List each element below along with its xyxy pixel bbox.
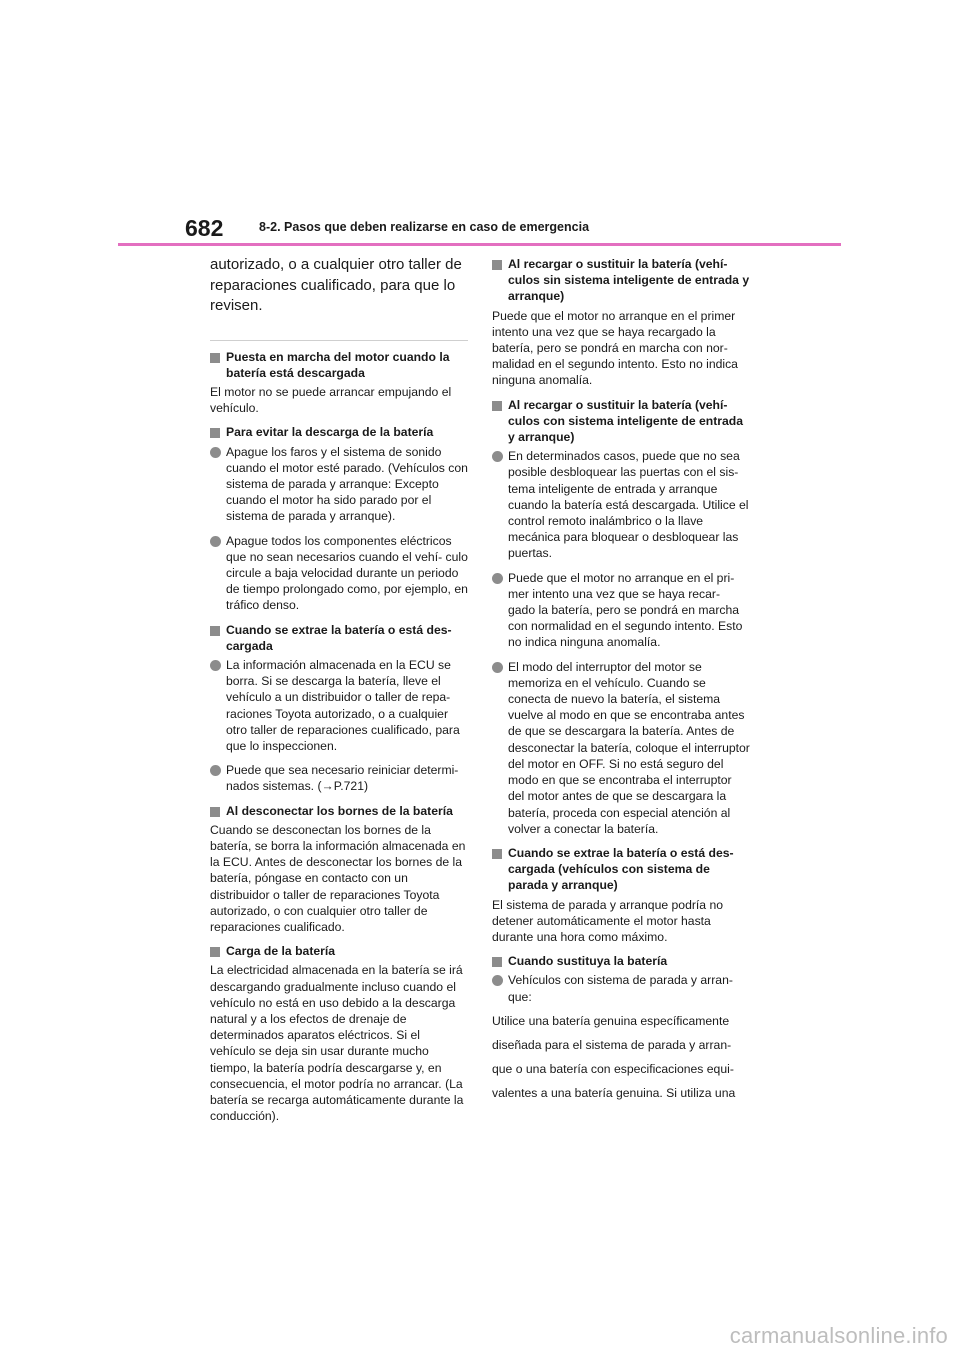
square-bullet-icon	[492, 260, 502, 270]
heading-disconnect-terminals: Al desconectar los bornes de la batería	[210, 803, 468, 819]
header-rule	[118, 243, 841, 246]
circle-bullet-icon	[492, 451, 503, 462]
right-column	[492, 256, 750, 1105]
bullet-item: Puede que el motor no arranque en el pri- mer intento una vez que se haya recar- gado la batería, pero se pondrá en marcha con normalidad en el segundo intento. Esto no indica ninguna anomalía.	[492, 570, 750, 651]
bullet-item: Apague los faros y el sistema de sonido cuando el motor esté parado. (Vehículos con sistema de parada y arranque: Excepto cuando el motor ha sido parado por el sistema de parada y arranque).	[210, 444, 468, 525]
circle-bullet-icon	[210, 765, 221, 776]
section-title: 8-2. Pasos que deben realizarse en caso de emergencia	[259, 220, 590, 234]
circle-bullet-icon	[492, 573, 503, 584]
square-bullet-icon	[210, 353, 220, 363]
heading-recharge-no-smart: Al recargar o sustituir la batería (vehí- culos sin sistema inteligente de entrada y arranque)	[492, 256, 750, 305]
square-bullet-icon	[492, 401, 502, 411]
watermark: carmanualsonline.info	[729, 1323, 948, 1348]
paragraph: Cuando se desconectan los bornes de la batería, se borra la información almacenada en la ECU. Antes de desconectar los bornes de la batería, póngase en contacto con un distribuidor o taller de reparaciones Toyota autorizado, o con cualquier otro taller de reparaciones cualificado.	[210, 822, 466, 934]
square-bullet-icon	[210, 807, 220, 817]
heading-battery-removed: Cuando se extrae la batería o está des- cargada	[210, 622, 468, 654]
paragraph: La electricidad almacenada en la batería se irá descargando gradualmente incluso cuando el vehículo no está en uso debido a la descarga natural y a los efectos de drenaje de determinados aparatos eléctricos. Si el vehículo se deja sin usar durante mucho tiempo, la batería podría descargarse y, en consecuencia, el motor podría no arrancar. (La batería se recarga automáticamente durante la conducción).	[210, 963, 464, 1124]
paragraph: Utilice una batería genuina específicamente diseñada para el sistema de parada y arran- que o una batería con especificaciones equi- valentes a una batería genuina. Si utiliza una	[492, 1013, 736, 1100]
circle-bullet-icon	[492, 662, 503, 673]
square-bullet-icon	[492, 849, 502, 859]
heading-jump-start: Puesta en marcha del motor cuando la batería está descargada	[210, 349, 468, 381]
circle-bullet-icon	[492, 975, 503, 986]
circle-bullet-icon	[210, 447, 221, 458]
bullet-item: Vehículos con sistema de parada y arran- que:	[492, 972, 750, 1004]
intro-text: autorizado, o a cualquier otro taller de reparaciones cualificado, para que lo revisen.	[210, 256, 462, 314]
square-bullet-icon	[210, 428, 220, 438]
paragraph: Puede que el motor no arranque en el primer intento una vez que se haya recargado la batería, pero se pondrá en marcha con nor- malidad en el segundo intento. Esto no indica ninguna anomalía.	[492, 308, 738, 388]
square-bullet-icon	[210, 626, 220, 636]
square-bullet-icon	[492, 957, 502, 967]
square-bullet-icon	[210, 947, 220, 957]
bullet-item: El modo del interruptor del motor se memoriza en el vehículo. Cuando se conecta de nuevo la batería, el sistema vuelve al modo en que se encontraba antes de que se descargara la batería. Antes de desconectar la batería, coloque el interruptor del motor en OFF. Si no está seguro del modo en que se encontraba el interruptor del motor antes de que se descargara la batería, proceda con especial atención al volver a conectar la batería.	[492, 659, 750, 837]
paragraph: El sistema de parada y arranque podría no detener automáticamente el motor hasta durante una hora como máximo.	[492, 897, 724, 944]
bullet-item: Puede que sea necesario reiniciar determi- nados sistemas. (→P.721)	[210, 762, 468, 794]
bullet-item: En determinados casos, puede que no sea posible desbloquear las puertas con el sis- tema inteligente de entrada y arranque cuando la batería está descargada. Utilice el control remoto inalámbrico o la llave mecánica para bloquear o desbloquear las puertas.	[492, 448, 750, 561]
heading-stop-start-discharge: Cuando se extrae la batería o está des- cargada (vehículos con sistema de parada y arranque)	[492, 845, 750, 894]
heading-battery-charge: Carga de la batería	[210, 943, 468, 959]
heading-recharge-smart: Al recargar o sustituir la batería (vehí- culos con sistema inteligente de entrada y arranque)	[492, 397, 750, 446]
bullet-item: La información almacenada en la ECU se borra. Si se descarga la batería, lleve el vehículo a un distribuidor o taller de repa- raciones Toyota autorizado, o a cualquier otro taller de reparaciones cualificado, para que lo inspeccionen.	[210, 657, 468, 754]
heading-avoid-discharge: Para evitar la descarga de la batería	[210, 424, 468, 440]
page-number: 682	[185, 215, 224, 241]
bullet-item: Apague todos los componentes eléctricos que no sean necesarios cuando el vehí- culo circule a baja velocidad durante un periodo de tiempo prolongado como, por ejemplo, en tráfico denso.	[210, 533, 468, 614]
circle-bullet-icon	[210, 536, 221, 547]
left-column	[210, 255, 468, 1124]
column-divider	[210, 340, 468, 341]
circle-bullet-icon	[210, 660, 221, 671]
paragraph: El motor no se puede arrancar empujando el vehículo.	[210, 384, 452, 416]
heading-replace-battery: Cuando sustituya la batería	[492, 953, 750, 969]
